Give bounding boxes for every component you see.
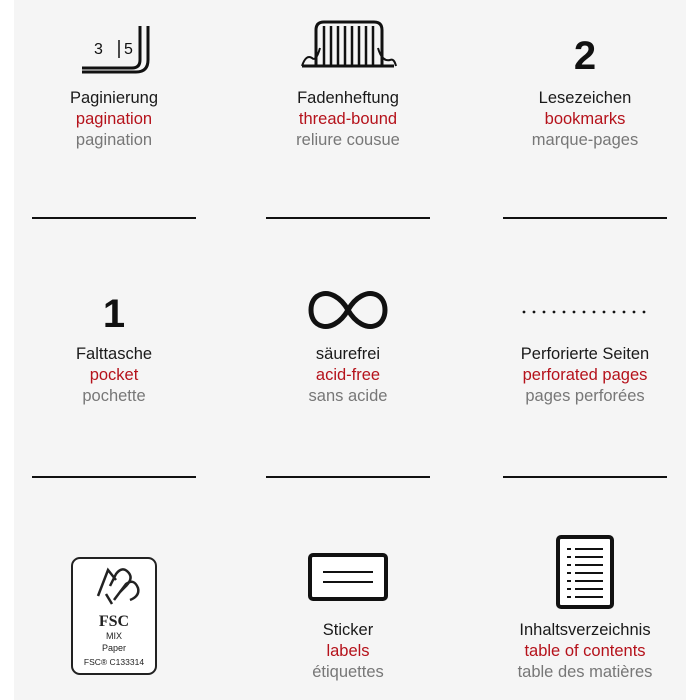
label-french: marque-pages — [531, 131, 639, 149]
fsc-logo-code: FSC® C133314 — [83, 657, 145, 667]
feature-bookmarks — [485, 0, 685, 200]
label-english: labels — [326, 642, 370, 660]
label-german: Fadenheftung — [297, 89, 399, 107]
label-english: pagination — [75, 110, 153, 128]
label-french: pochette — [82, 387, 146, 405]
fsc-logo — [70, 556, 158, 676]
label-french: pages perforées — [525, 387, 645, 405]
label-english: table of contents — [524, 642, 646, 660]
perforation-icon — [520, 308, 650, 316]
page-number-right: 5 — [124, 41, 133, 58]
label-german: säurefrei — [315, 345, 381, 363]
pagination-icon — [74, 22, 154, 74]
feature-acid-free — [248, 260, 448, 460]
sticker-icon — [307, 552, 389, 602]
label-german: Falttasche — [75, 345, 153, 363]
label-french: pagination — [75, 131, 153, 149]
divider — [503, 217, 667, 219]
label-german: Lesezeichen — [538, 89, 632, 107]
feature-pagination — [14, 0, 214, 200]
page-edge-left — [0, 0, 14, 700]
divider — [503, 476, 667, 478]
divider — [32, 217, 196, 219]
label-english: pocket — [89, 366, 139, 384]
feature-table-of-contents — [485, 540, 685, 690]
feature-perforated — [485, 260, 685, 460]
table-of-contents-icon — [555, 534, 615, 610]
thread-bound-icon — [298, 18, 398, 74]
fsc-logo-mix: MIX — [105, 631, 123, 641]
label-french: étiquettes — [312, 663, 384, 681]
label-english: acid-free — [315, 366, 381, 384]
bookmark-count-icon: 2 — [573, 34, 597, 78]
label-german: Sticker — [322, 621, 374, 639]
label-english: perforated pages — [522, 366, 648, 384]
feature-fsc — [14, 540, 214, 690]
label-french: table des matières — [517, 663, 653, 681]
label-french: reliure cousue — [296, 131, 400, 149]
pocket-count-icon: 1 — [102, 292, 126, 336]
fsc-logo-paper: Paper — [101, 643, 127, 653]
label-german: Inhaltsverzeichnis — [519, 621, 651, 639]
page-edge-right — [686, 0, 700, 700]
feature-thread-bound — [248, 0, 448, 200]
feature-pocket — [14, 260, 214, 460]
divider — [266, 476, 430, 478]
label-english: bookmarks — [544, 110, 626, 128]
label-german: Perforierte Seiten — [520, 345, 650, 363]
divider — [266, 217, 430, 219]
feature-sticker — [248, 540, 448, 690]
page-number-left: 3 — [94, 41, 103, 58]
label-french: sans acide — [308, 387, 388, 405]
infinity-icon — [307, 288, 389, 332]
divider — [32, 476, 196, 478]
label-english: thread-bound — [298, 110, 398, 128]
label-german: Paginierung — [69, 89, 159, 107]
fsc-logo-title: FSC — [98, 613, 130, 630]
